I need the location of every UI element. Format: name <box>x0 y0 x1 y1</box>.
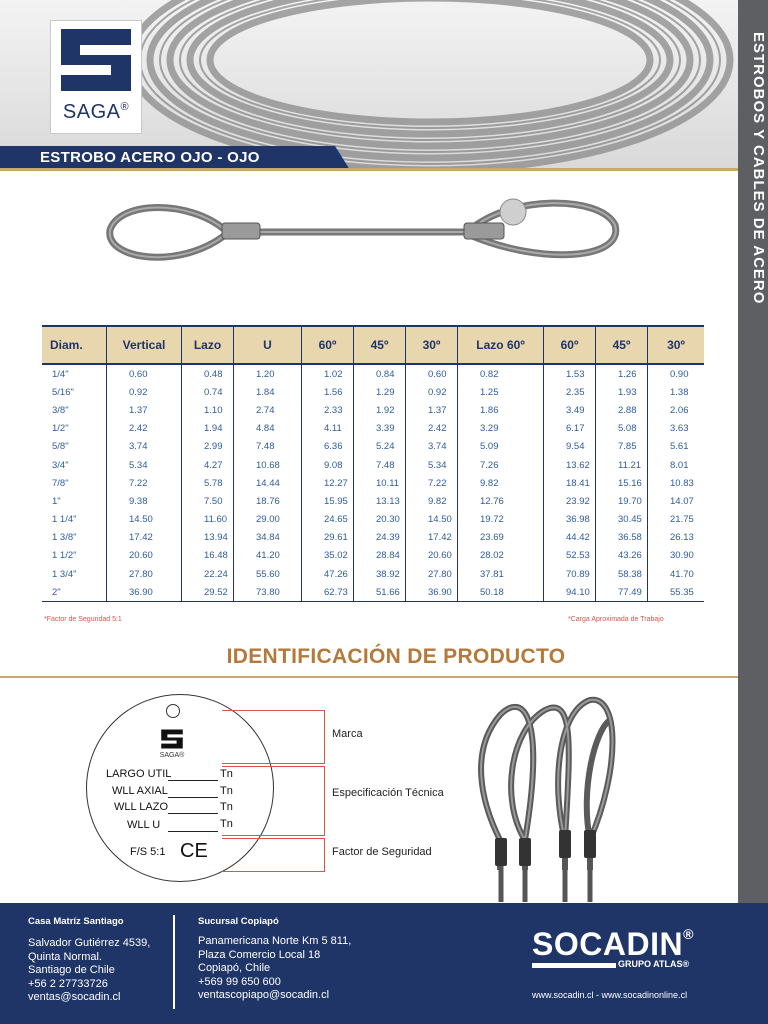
load-cell: 20.60 <box>406 547 458 565</box>
load-cell: 3.49 <box>544 401 596 419</box>
label-marca: Marca <box>332 728 363 740</box>
tag-line <box>168 831 218 832</box>
load-cell: 9.08 <box>302 456 354 474</box>
load-cell: 21.75 <box>648 511 705 529</box>
col-header: Lazo 60º <box>458 326 544 364</box>
load-cell: 5.24 <box>354 438 406 456</box>
load-cell: 7.22 <box>107 474 182 492</box>
office2-title: Sucursal Copiapó <box>198 916 279 927</box>
load-cell: 28.02 <box>458 547 544 565</box>
load-cell: 18.41 <box>544 474 596 492</box>
load-cell: 47.26 <box>302 565 354 583</box>
tag-row-wll-lazo: WLL LAZO <box>114 801 168 813</box>
load-cell: 11.60 <box>182 511 234 529</box>
load-cell: 9.38 <box>107 492 182 510</box>
load-cell: 3.74 <box>107 438 182 456</box>
load-cell: 13.94 <box>182 529 234 547</box>
diameter-cell: 1/4" <box>52 368 69 380</box>
bracket-marca <box>222 710 325 764</box>
diameter-cell: 1 1/4" <box>52 514 77 526</box>
load-cell: 55.60 <box>234 565 302 583</box>
bracket-especificacion <box>222 766 325 836</box>
col-header: 60º <box>544 326 596 364</box>
load-cell: 2.33 <box>302 401 354 419</box>
col-header: 30º <box>648 326 705 364</box>
load-cell: 36.90 <box>406 583 458 602</box>
office1-address: Salvador Gutiérrez 4539, Quinta Normal. Santiago de Chile +56 2 27733726 ventas@socadin.cl <box>28 937 151 1003</box>
load-cell: 7.50 <box>182 492 234 510</box>
load-cell: 28.84 <box>354 547 406 565</box>
load-cell: 73.80 <box>234 583 302 602</box>
diameter-cell: 1 3/4" <box>52 568 77 580</box>
load-cell: 35.02 <box>302 547 354 565</box>
load-cell: 19.72 <box>458 511 544 529</box>
tag-hole <box>166 704 180 718</box>
load-cell: 2.42 <box>107 420 182 438</box>
tag-row-wll-axial: WLL AXIAL <box>112 785 168 797</box>
office2-address: Panamericana Norte Km 5 811, Plaza Comercio Local 18 Copiapó, Chile +569 99 650 600 ventascopiapo@socadin.cl <box>198 935 352 1001</box>
grupo-atlas-bar <box>532 963 616 968</box>
load-cell: 55.35 <box>648 583 705 602</box>
load-cell: 70.89 <box>544 565 596 583</box>
load-cell: 51.66 <box>354 583 406 602</box>
footer-divider <box>173 915 175 1009</box>
load-cell: 0.82 <box>458 364 544 383</box>
load-cell: 0.74 <box>182 383 234 401</box>
load-cell: 23.92 <box>544 492 596 510</box>
load-cell: 41.70 <box>648 565 705 583</box>
tag-saga-mark-icon <box>158 727 186 751</box>
diameter-cell: 3/8" <box>52 404 69 416</box>
diameter-cell: 5/8" <box>52 441 69 453</box>
load-cell: 26.13 <box>648 529 705 547</box>
load-cell: 3.63 <box>648 420 705 438</box>
saga-logo-text: SAGA® <box>62 101 130 123</box>
load-cell: 1.53 <box>544 364 596 383</box>
load-cell: 36.58 <box>596 529 648 547</box>
load-cell: 0.48 <box>182 364 234 383</box>
load-cell: 0.84 <box>354 364 406 383</box>
office2-email-link[interactable]: ventascopiapo@socadin.cl <box>198 989 330 1001</box>
load-cell: 6.36 <box>302 438 354 456</box>
load-cell: 4.84 <box>234 420 302 438</box>
socadin-logo: SOCADIN® <box>532 926 694 962</box>
load-cell: 18.76 <box>234 492 302 510</box>
tag-unit: Tn <box>220 801 233 813</box>
diameter-cell: 2" <box>42 583 107 602</box>
load-cell: 1.29 <box>354 383 406 401</box>
tag-unit: Tn <box>220 785 233 797</box>
load-cell: 1.25 <box>458 383 544 401</box>
load-cell: 8.01 <box>648 456 705 474</box>
load-capacity-table <box>42 325 704 602</box>
load-cell: 29.52 <box>182 583 234 602</box>
load-cell: 34.84 <box>234 529 302 547</box>
load-cell: 2.42 <box>406 420 458 438</box>
table-row <box>42 420 704 438</box>
load-cell: 4.27 <box>182 456 234 474</box>
load-cell: 15.16 <box>596 474 648 492</box>
side-label: ESTROBOS Y CABLES DE ACERO <box>750 32 767 305</box>
col-header: 45º <box>354 326 406 364</box>
load-cell: 10.11 <box>354 474 406 492</box>
table-row <box>42 474 704 492</box>
table-row <box>42 456 704 474</box>
working-load-note: *Carga Aproximada de Trabajo <box>568 616 664 623</box>
tag-row-wll-u: WLL U <box>127 819 161 831</box>
load-cell: 3.74 <box>406 438 458 456</box>
load-cell: 20.60 <box>107 547 182 565</box>
office1-email-link[interactable]: ventas@socadin.cl <box>28 991 121 1003</box>
load-cell: 7.26 <box>458 456 544 474</box>
load-cell: 14.50 <box>406 511 458 529</box>
diameter-cell: 1 3/8" <box>52 532 77 544</box>
identification-title: IDENTIFICACIÓN DE PRODUCTO <box>226 645 566 668</box>
load-cell: 12.76 <box>458 492 544 510</box>
tag-unit: Tn <box>220 818 233 830</box>
load-cell: 1.37 <box>107 401 182 419</box>
load-cell: 36.98 <box>544 511 596 529</box>
load-cell: 43.26 <box>596 547 648 565</box>
load-cell: 0.60 <box>107 364 182 383</box>
load-cell: 14.07 <box>648 492 705 510</box>
table-row <box>42 438 704 456</box>
load-cell: 30.90 <box>648 547 705 565</box>
table-row <box>42 547 704 565</box>
label-especificacion: Especificación Técnica <box>332 787 444 799</box>
load-cell: 37.81 <box>458 565 544 583</box>
load-cell: 23.69 <box>458 529 544 547</box>
tag-line <box>168 780 218 781</box>
load-cell: 11.21 <box>596 456 648 474</box>
tag-safety-factor: F/S 5:1 <box>130 846 166 858</box>
load-cell: 13.13 <box>354 492 406 510</box>
table-header-row <box>42 326 704 364</box>
load-cell: 77.49 <box>596 583 648 602</box>
bracket-factor <box>222 838 325 872</box>
diameter-cell: 1/2" <box>52 423 69 435</box>
diameter-cell: 3/4" <box>52 459 69 471</box>
table-row <box>42 401 704 419</box>
load-cell: 2.35 <box>544 383 596 401</box>
col-header: U <box>234 326 302 364</box>
hanging-slings-image <box>470 690 630 902</box>
table-row <box>42 383 704 401</box>
diameter-cell: 5/16" <box>52 386 74 398</box>
load-cell: 1.26 <box>596 364 648 383</box>
load-cell: 17.42 <box>107 529 182 547</box>
load-cell: 7.48 <box>234 438 302 456</box>
saga-s-mark-icon <box>51 21 141 99</box>
load-cell: 4.11 <box>302 420 354 438</box>
load-cell: 1.10 <box>182 401 234 419</box>
load-cell: 22.24 <box>182 565 234 583</box>
load-cell: 41.20 <box>234 547 302 565</box>
load-cell: 62.73 <box>302 583 354 602</box>
load-cell: 15.95 <box>302 492 354 510</box>
table-row <box>42 511 704 529</box>
load-cell: 24.65 <box>302 511 354 529</box>
load-cell: 1.84 <box>234 383 302 401</box>
ce-mark: CE <box>180 840 208 862</box>
table-row <box>42 364 704 383</box>
load-cell: 2.99 <box>182 438 234 456</box>
load-cell: 0.92 <box>107 383 182 401</box>
website-links[interactable]: www.socadin.cl - www.socadinonline.cl <box>532 990 688 1000</box>
load-cell: 1.02 <box>302 364 354 383</box>
load-cell: 3.39 <box>354 420 406 438</box>
load-cell: 1.20 <box>234 364 302 383</box>
load-cell: 3.29 <box>458 420 544 438</box>
page-title: ESTROBO ACERO OJO - OJO <box>40 149 260 166</box>
load-cell: 5.34 <box>107 456 182 474</box>
load-cell: 5.78 <box>182 474 234 492</box>
load-cell: 0.92 <box>406 383 458 401</box>
eye-eye-sling-image <box>100 190 630 280</box>
load-cell: 0.60 <box>406 364 458 383</box>
load-cell: 29.00 <box>234 511 302 529</box>
load-cell: 6.17 <box>544 420 596 438</box>
load-cell: 94.10 <box>544 583 596 602</box>
load-cell: 5.09 <box>458 438 544 456</box>
table-body <box>42 364 704 602</box>
col-header: Vertical <box>107 326 182 364</box>
load-cell: 58.38 <box>596 565 648 583</box>
safety-factor-note: *Factor de Seguridad 5:1 <box>44 616 122 623</box>
load-cell: 16.48 <box>182 547 234 565</box>
load-cell: 38.92 <box>354 565 406 583</box>
load-cell: 52.53 <box>544 547 596 565</box>
load-cell: 7.22 <box>406 474 458 492</box>
load-cell: 1.37 <box>406 401 458 419</box>
label-factor-seguridad: Factor de Seguridad <box>332 846 432 858</box>
col-header: Lazo <box>182 326 234 364</box>
load-cell: 1.92 <box>354 401 406 419</box>
diameter-cell: 1 1/2" <box>52 550 77 562</box>
tag-line <box>168 797 218 798</box>
col-header: Diam. <box>42 326 107 364</box>
diameter-cell: 7/8" <box>52 477 69 489</box>
load-cell: 2.06 <box>648 401 705 419</box>
load-cell: 13.62 <box>544 456 596 474</box>
load-cell: 10.68 <box>234 456 302 474</box>
col-header: 45º <box>596 326 648 364</box>
load-cell: 0.90 <box>648 364 705 383</box>
load-cell: 7.85 <box>596 438 648 456</box>
load-cell: 1.86 <box>458 401 544 419</box>
load-cell: 27.80 <box>107 565 182 583</box>
grupo-atlas-label: GRUPO ATLAS® <box>618 959 690 969</box>
load-cell: 14.44 <box>234 474 302 492</box>
load-cell: 5.08 <box>596 420 648 438</box>
office1-title: Casa Matríz Santiago <box>28 916 124 927</box>
diameter-cell: 1" <box>52 495 61 507</box>
load-cell: 19.70 <box>596 492 648 510</box>
tag-line <box>168 813 218 814</box>
load-cell: 9.82 <box>458 474 544 492</box>
load-cell: 44.42 <box>544 529 596 547</box>
load-cell: 9.82 <box>406 492 458 510</box>
load-cell: 9.54 <box>544 438 596 456</box>
load-cell: 1.93 <box>596 383 648 401</box>
load-cell: 30.45 <box>596 511 648 529</box>
load-cell: 50.18 <box>458 583 544 602</box>
load-cell: 12.27 <box>302 474 354 492</box>
table-row <box>42 583 704 602</box>
tag-row-largo-util: LARGO UTIL <box>106 768 172 780</box>
load-cell: 27.80 <box>406 565 458 583</box>
load-cell: 14.50 <box>107 511 182 529</box>
load-cell: 10.83 <box>648 474 705 492</box>
load-cell: 36.90 <box>107 583 182 602</box>
col-header: 60º <box>302 326 354 364</box>
load-cell: 5.34 <box>406 456 458 474</box>
table-row <box>42 492 704 510</box>
load-cell: 2.88 <box>596 401 648 419</box>
load-cell: 1.56 <box>302 383 354 401</box>
saga-logo <box>50 20 142 134</box>
load-cell: 24.39 <box>354 529 406 547</box>
header-divider <box>0 168 738 171</box>
load-cell: 1.38 <box>648 383 705 401</box>
load-cell: 2.74 <box>234 401 302 419</box>
load-cell: 5.61 <box>648 438 705 456</box>
tag-brand: SAGA® <box>159 752 185 759</box>
load-cell: 1.94 <box>182 420 234 438</box>
load-cell: 7.48 <box>354 456 406 474</box>
identification-divider <box>0 676 738 678</box>
col-header: 30º <box>406 326 458 364</box>
load-cell: 20.30 <box>354 511 406 529</box>
table-row <box>42 529 704 547</box>
load-cell: 29.61 <box>302 529 354 547</box>
load-cell: 17.42 <box>406 529 458 547</box>
table-row <box>42 565 704 583</box>
tag-unit: Tn <box>220 768 233 780</box>
